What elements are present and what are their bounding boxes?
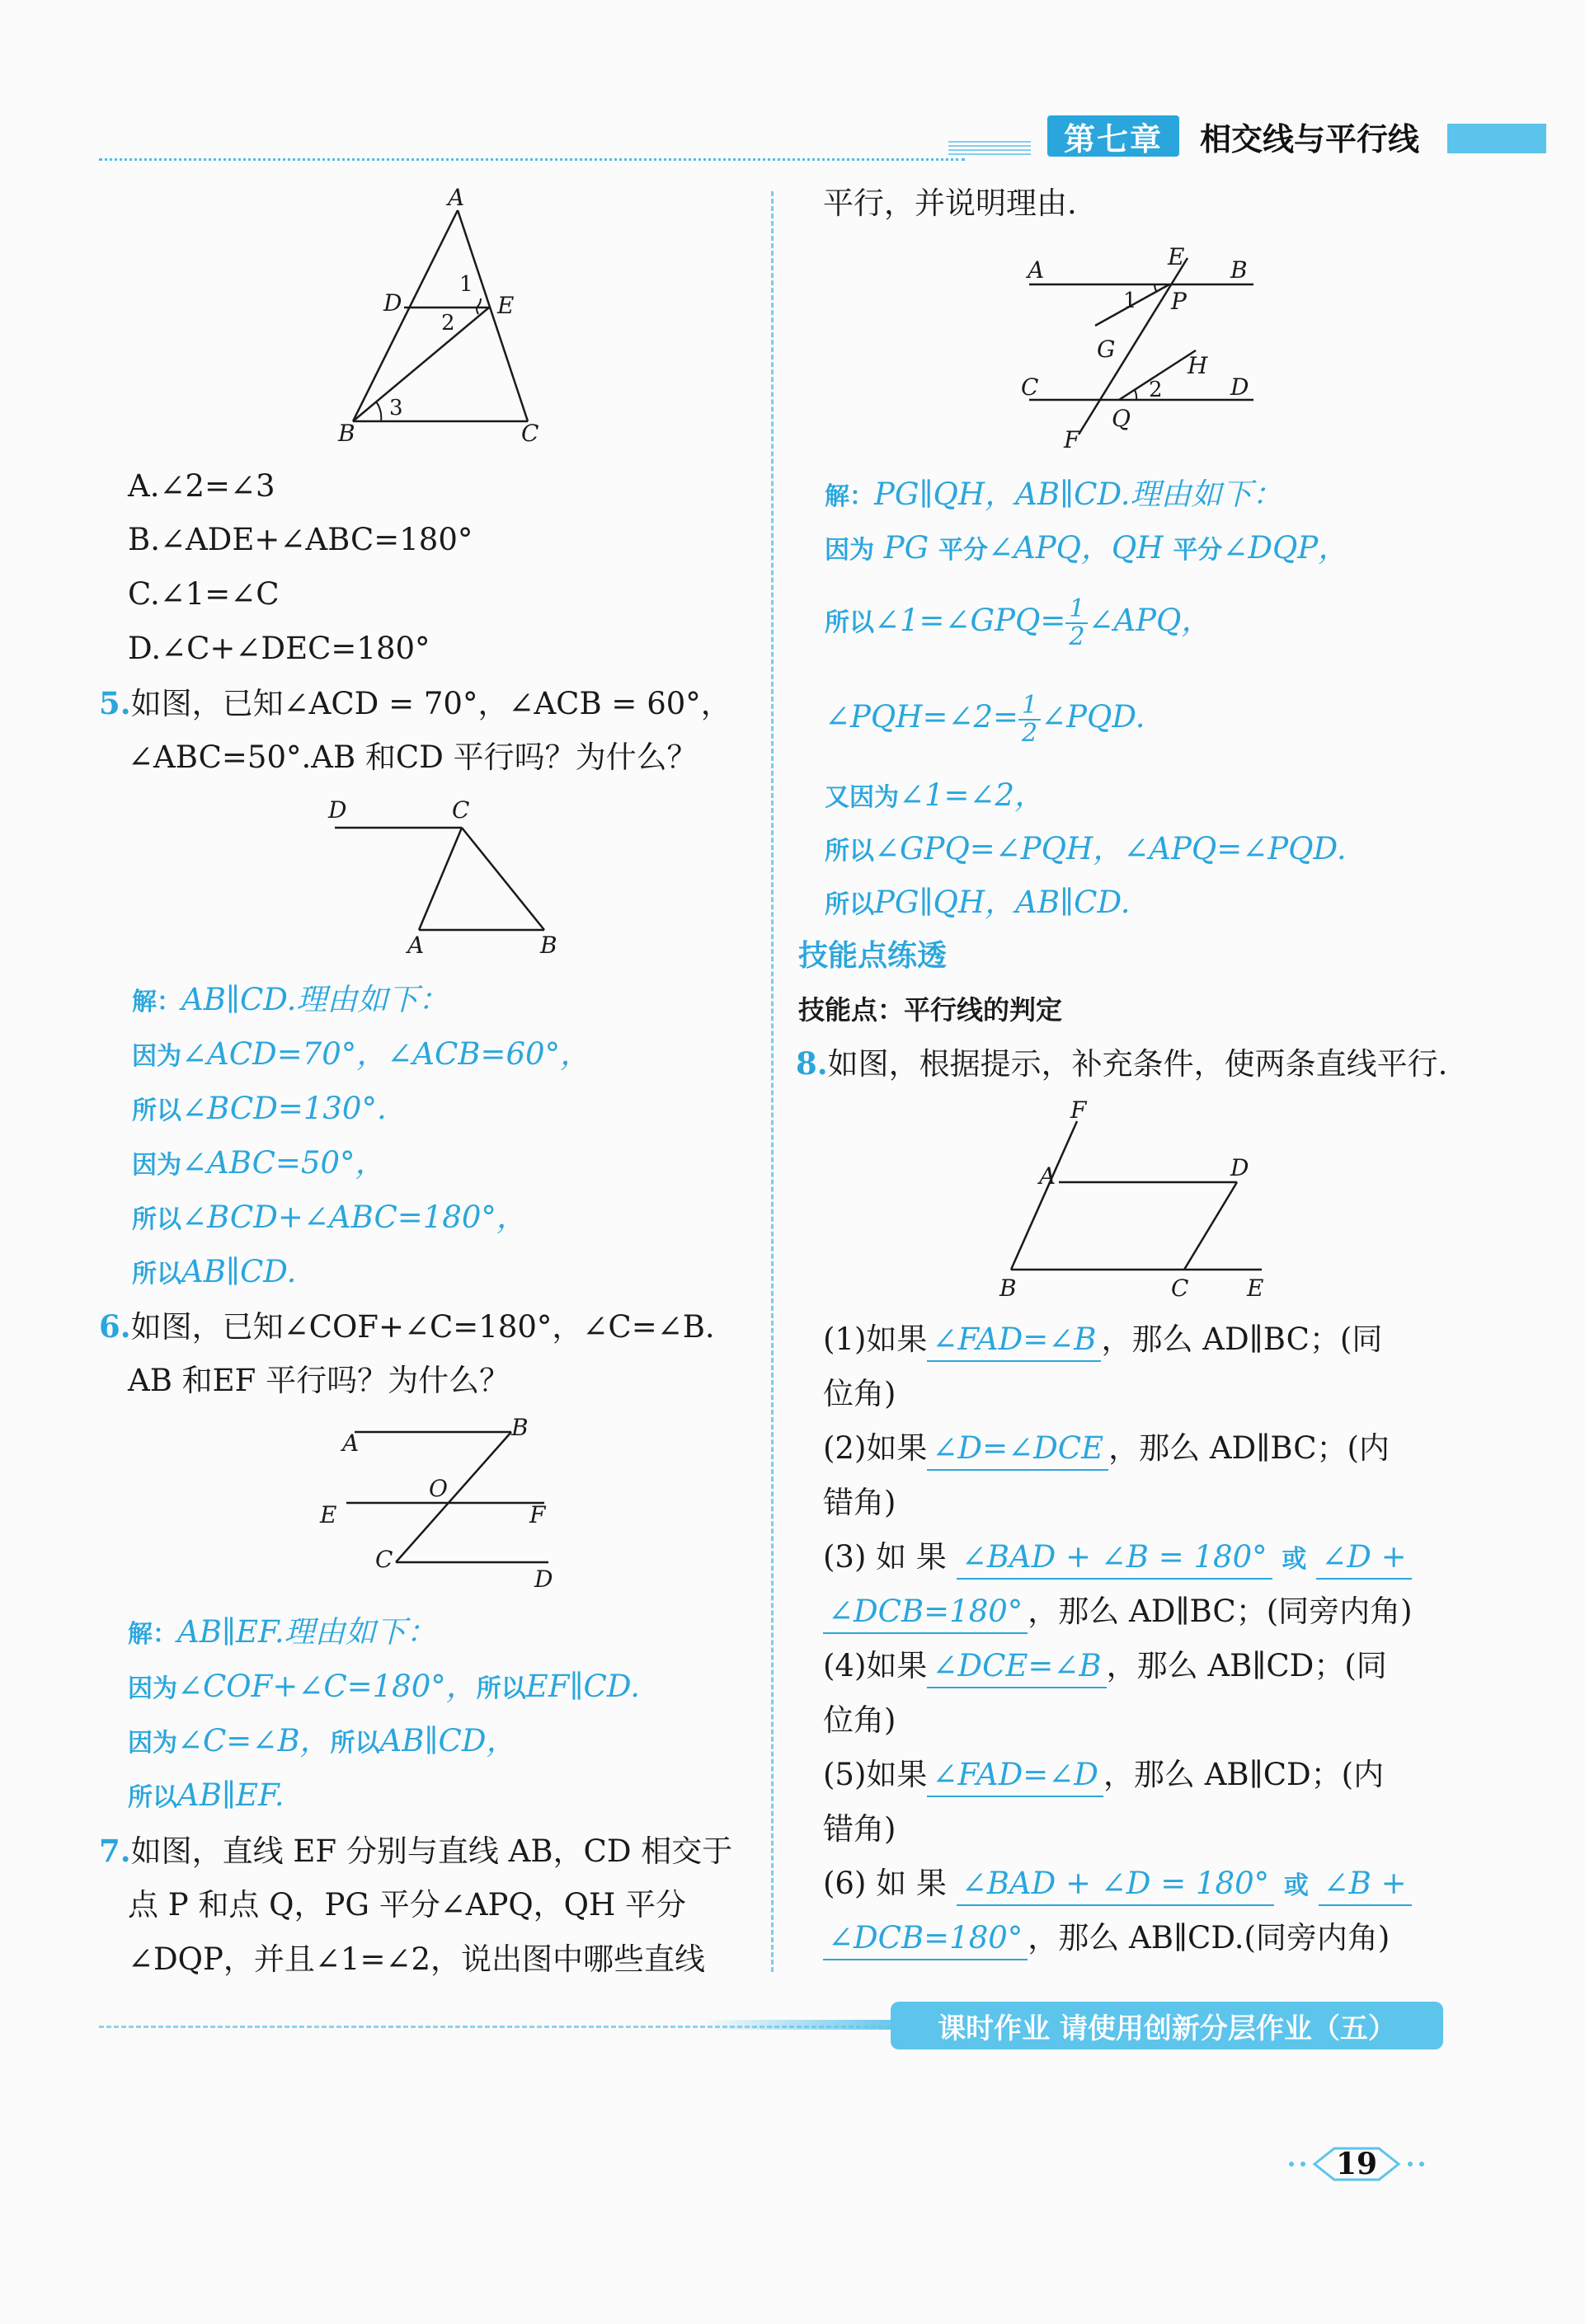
q4-option-d: D.∠C+∠DEC=180° [128,631,430,666]
q7-answer-lead: 又因为 [825,783,899,812]
q6-answer-lead: 解： [128,1620,177,1649]
q7-answer-lead: 所以 [825,890,874,919]
q8-item-6-cont [823,1918,1390,1960]
fraction-numerator: 1 [1065,596,1088,624]
section-title: 技能点练透 [798,939,948,973]
q7-fig-angle-2: 2 [1149,378,1163,402]
q8-item-prefix: (3) 如 果 [823,1539,947,1575]
column-divider [771,191,774,1972]
q6-answer-lead: 因为 [128,1729,177,1758]
q5-fig-label-a: A [407,932,425,959]
q6-answer-text: AB∥EF. [177,1777,285,1813]
q8-item-blank: ∠BAD + ∠B = 180° [957,1537,1272,1580]
q8-item-3-cont [823,1591,1413,1634]
q6-answer-lead: 因为 [128,1674,177,1703]
q6-answer-text: AB∥CD， [379,1723,517,1758]
fraction-denominator: 2 [1069,622,1085,651]
q8-item-blank: ∠DCB=180° [823,1918,1028,1960]
q5-fig-label-b: B [540,932,557,959]
q5-answer-lead: 所以 [132,1205,181,1234]
q8-item-2-cont: 错角) [823,1485,896,1520]
skill-title: 技能点：平行线的判定 [798,994,1063,1026]
q7-answer-lead: 平分 [1173,536,1223,565]
q7-fig-label-h: H [1188,352,1208,379]
q7-answer-lead: 所以 [825,837,874,866]
q8-item-5-cont: 错角) [823,1811,896,1847]
q5-answer-text: ∠BCD=130°. [181,1091,387,1126]
q8-item-or: 或 [1282,1545,1307,1574]
q6-answer-text: ∠C=∠B， [177,1723,331,1758]
q8-fig-label-c: C [1171,1275,1189,1302]
figure-q7 [1014,243,1286,458]
q6-question-line2: AB 和EF 平行吗？为什么？ [128,1363,510,1398]
q6-fig-label-a: A [342,1430,360,1457]
q5-answer-text: ∠ABC=50°， [181,1145,386,1181]
q6-answer-text: AB∥EF.理由如下： [177,1614,437,1650]
q4-option-c: C.∠1=∠C [128,576,280,612]
q8-item-suffix: ，那么 AD∥BC；(同旁内角) [1028,1594,1413,1629]
q6-answer-lead: 所以 [476,1674,526,1703]
q7-fig-label-f: F [1064,426,1080,453]
q7-fig-label-d: D [1230,373,1249,401]
q8-number: 8. [796,1045,828,1082]
q7-question-line3: ∠DQP，并且∠1=∠2，说出图中哪些直线 [128,1941,705,1977]
q7-answer-line2 [825,528,1348,571]
q6-answer-line4 [128,1775,285,1819]
q5-answer-line6 [132,1251,296,1295]
q8-item-4 [823,1646,1387,1688]
q7-fraction [1018,690,1041,748]
fig4-angle-1: 1 [459,272,473,297]
q7-answer-text: ∠DQP， [1222,530,1349,566]
q6-question-line1 [99,1306,715,1348]
q6-text1: 如图，已知∠COF+∠C=180°，∠C=∠B. [130,1309,715,1345]
q7-answer-line4 [825,688,1145,747]
q8-item-prefix: (2)如果 [823,1430,928,1466]
q5-answer-lead: 因为 [132,1042,181,1071]
q5-answer-lead: 解： [132,988,181,1016]
q8-item-suffix: ，那么 AB∥CD；(同 [1106,1648,1387,1683]
fig4-label-b: B [338,420,355,447]
figure-triangle-abc [330,185,561,449]
q8-item-blank: ∠DCE=∠B [927,1646,1106,1688]
q8-item-blank: ∠DCB=180° [823,1591,1028,1634]
q8-item-suffix: ，那么 AB∥CD；(内 [1103,1757,1385,1792]
fig4-label-a: A [448,185,465,211]
q5-answer-text: ∠ACD=70°，∠ACB=60°， [181,1036,591,1072]
q4-option-b: B.∠ADE+∠ABC=180° [128,522,473,557]
q7-text1: 如图，直线 EF 分别与直线 AB，CD 相交于 [130,1833,733,1869]
q6-fig-label-d: D [534,1566,553,1593]
fig4-angle-3: 3 [389,396,403,420]
q7-answer-line7 [825,882,1131,926]
fig4-label-e: E [497,292,515,319]
q7-answer-text: PG∥QH，AB∥CD.理由如下： [874,477,1283,512]
q7-fig-label-e: E [1168,243,1185,270]
q6-fig-label-f: F [529,1501,546,1528]
q7-question-line1 [99,1830,732,1872]
q7-fraction [1065,596,1088,650]
header-accent-bar [1447,124,1546,153]
q7-answer-lead: 平分 [938,536,988,565]
q8-item-or: 或 [1283,1871,1309,1900]
q8-item-2 [823,1428,1390,1471]
q8-item-suffix: ，那么 AD∥BC；(同 [1101,1322,1383,1357]
q5-answer-line5 [132,1197,527,1241]
q7-answer-text: ∠PQH=∠2= [825,699,1019,735]
q6-fig-label-e: E [320,1501,337,1528]
fraction-numerator: 1 [1018,693,1041,721]
q8-item-suffix: ，那么 AD∥BC；(内 [1108,1430,1390,1466]
footer-banner: 课时作业 请使用创新分层作业（五） [891,2002,1443,2049]
q5-answer-line3 [132,1088,387,1132]
q7-answer-lead: 因为 [825,536,874,565]
figure-q5 [322,791,577,965]
q4-option-a: A.∠2=∠3 [128,468,275,504]
q7-answer-line6 [825,829,1347,872]
q7-fig-label-b: B [1230,256,1248,284]
q7-question-line4: 平行，并说明理由. [823,185,1077,221]
q8-item-prefix: (5)如果 [823,1757,928,1792]
q8-item-1-cont: 位角) [823,1376,896,1411]
q6-answer-lead: 所以 [330,1729,380,1758]
fraction-denominator: 2 [1022,718,1038,748]
q8-item-blank: ∠B + [1319,1863,1412,1906]
q5-number: 5. [99,685,131,721]
q8-item-4-cont: 位角) [823,1702,896,1738]
q7-fig-label-g: G [1097,336,1116,363]
fig4-angle-2: 2 [441,311,455,336]
q6-fig-label-o: O [429,1475,448,1502]
q5-question-line2: ∠ABC=50°.AB 和CD 平行吗？为什么？ [128,739,698,775]
q7-answer-lead: 所以 [825,608,874,637]
q5-answer-text: AB∥CD. [181,1254,297,1289]
q6-answer-lead: 所以 [128,1783,177,1812]
q7-answer-line5 [825,775,1045,819]
q6-answer-text: EF∥CD. [525,1669,640,1704]
q7-answer-text: ∠APQ，QH [987,530,1164,566]
q8-item-prefix: (6) 如 果 [823,1866,947,1901]
q7-answer-text: PG∥QH，AB∥CD. [874,885,1131,920]
q8-question [796,1043,1447,1085]
fig4-label-d: D [383,289,402,317]
q7-question-line2: 点 P 和点 Q，PG 平分∠APQ，QH 平分 [128,1887,687,1923]
q8-item-blank: ∠D=∠DCE [927,1428,1108,1471]
q7-answer-text: PG [883,530,929,566]
q7-fig-angle-1: 1 [1123,289,1137,313]
q7-answer-lead: 解： [825,482,874,511]
q6-answer-line2 [128,1666,640,1710]
q7-answer-text: ∠GPQ=∠PQH，∠APQ=∠PQD. [874,831,1347,866]
header-stripes [948,139,1031,155]
q8-item-5 [823,1754,1384,1797]
figure-q6 [313,1414,577,1595]
header-dotted-rule [99,158,965,161]
q8-item-blank: ∠D + [1316,1537,1411,1580]
q7-fig-label-c: C [1021,373,1039,401]
q8-fig-label-d: D [1230,1154,1249,1181]
q6-number: 6. [99,1308,131,1345]
q8-item-blank: ∠BAD + ∠D = 180° [957,1863,1274,1906]
chapter-label: 第七章 [1047,115,1179,157]
q6-fig-label-b: B [511,1414,529,1441]
q5-answer-line2 [132,1034,590,1077]
q7-answer-text: ∠PQD. [1041,699,1145,735]
q5-answer-lead: 所以 [132,1096,181,1125]
footer-gradient [701,2020,907,2030]
q7-answer-text: ∠1=∠2， [899,777,1046,813]
q7-answer-text: ∠APQ， [1088,603,1212,638]
q7-number: 7. [99,1833,131,1869]
q5-answer-text: AB∥CD.理由如下： [181,982,449,1017]
page-number: 19 [1335,2147,1378,2181]
q7-answer-line1 [825,474,1283,518]
q6-answer-text: ∠COF+∠C=180°， [177,1669,477,1704]
q8-item-blank: ∠FAD=∠D [927,1754,1103,1797]
q8-text: 如图，根据提示，补充条件，使两条直线平行. [827,1046,1448,1082]
fig4-label-c: C [521,420,539,447]
q6-answer-line3 [128,1721,517,1764]
chapter-title: 相交线与平行线 [1200,120,1420,157]
q7-answer-text: ∠1=∠GPQ= [874,603,1066,638]
q8-item-1 [823,1319,1382,1362]
q7-fig-label-p: P [1171,288,1187,315]
q5-answer-text: ∠BCD+∠ABC=180°， [181,1200,527,1235]
q8-item-6 [823,1863,1412,1907]
q5-answer-line4 [132,1143,386,1186]
q8-item-prefix: (1)如果 [823,1322,928,1357]
q5-fig-label-c: C [452,796,470,824]
q7-fig-label-q: Q [1112,405,1131,432]
q8-fig-label-a: A [1039,1162,1056,1190]
q8-fig-label-b: B [999,1275,1017,1302]
q5-answer-lead: 所以 [132,1260,181,1289]
q8-item-blank: ∠FAD=∠B [927,1319,1101,1362]
q5-answer-line1 [132,979,449,1023]
q5-question-line1 [99,683,731,725]
q6-answer-line1 [128,1612,437,1655]
q5-fig-label-d: D [328,796,347,824]
figure-q8 [990,1096,1295,1311]
q6-fig-label-c: C [375,1546,393,1573]
q8-fig-label-f: F [1070,1096,1087,1124]
q8-item-3 [823,1537,1412,1580]
q8-item-prefix: (4)如果 [823,1648,928,1683]
q8-item-suffix: ，那么 AB∥CD.(同旁内角) [1028,1920,1390,1955]
q5-answer-lead: 因为 [132,1151,181,1180]
q7-fig-label-a: A [1028,256,1045,284]
q5-text1: 如图，已知∠ACD = 70°，∠ACB = 60°， [130,686,731,721]
q8-fig-label-e: E [1247,1275,1264,1302]
q7-answer-line3 [825,592,1211,652]
